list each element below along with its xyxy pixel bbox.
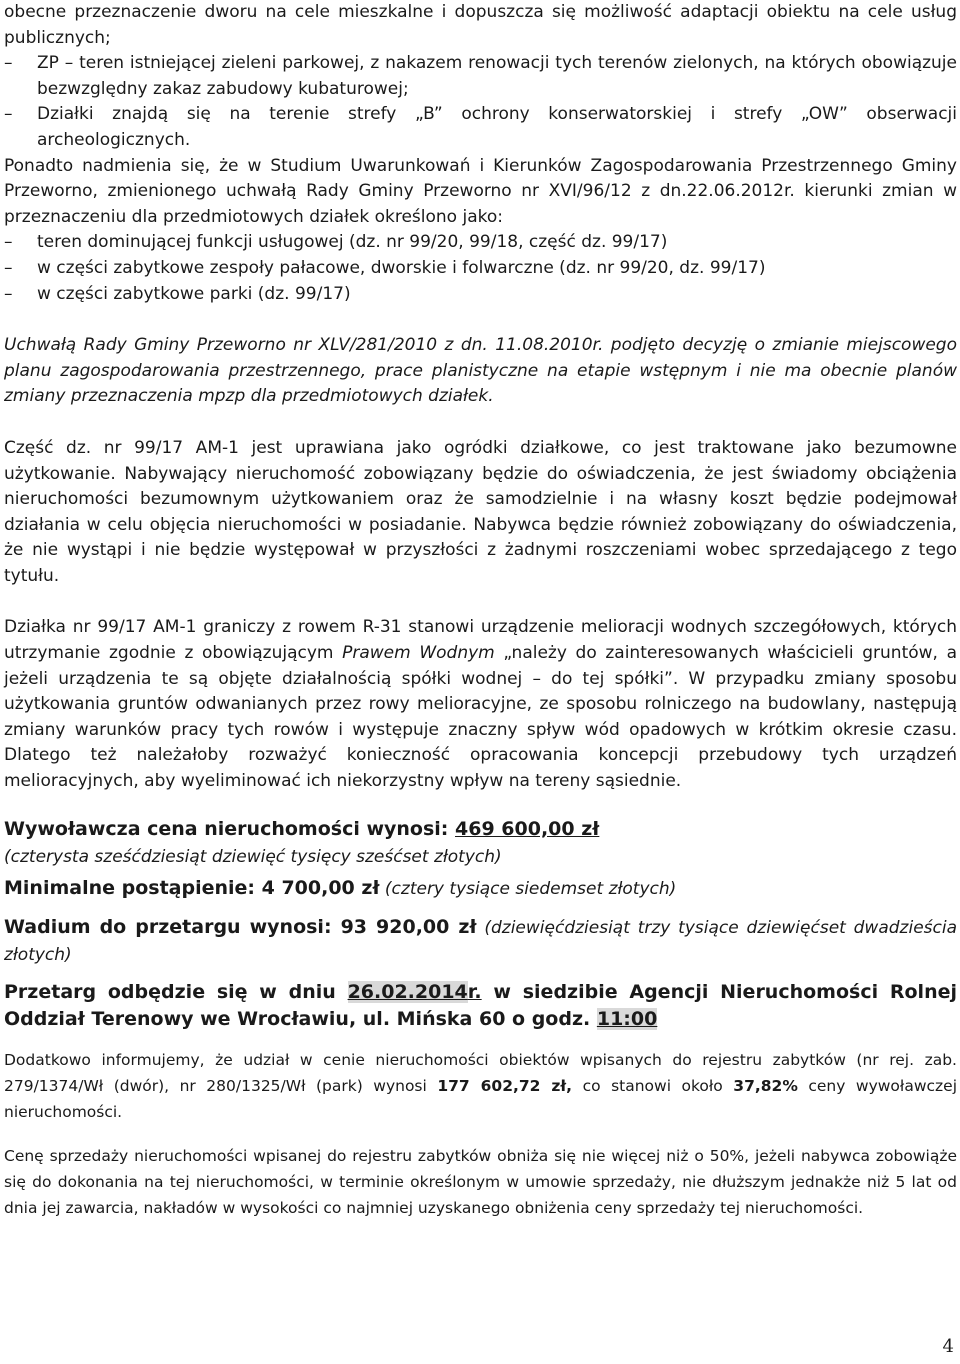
deposit-paragraph: Wadium do przetargu wynosi: 93 920,00 zł (dziewięćdziesiąt trzy tysiące dziewięćset dwadzieścia złotych) [4, 916, 957, 966]
dash-bullet: – [4, 104, 13, 125]
discount-paragraph: Cenę sprzedaży nieruchomości wpisanej do rejestru zabytków obniża się nie więcej niż o 50%, jeżeli nabywca zobowiąże się do dokonania na tej nieruchomości, w terminie określonym w umowie sprzedaży, nie dłuższym jednakże niż 5 lat od dnia jej zawarcia, nakładów w wysokości co najmniej uzyskanego obniżenia ceny sprzedaży tej nieruchomości. [4, 1147, 957, 1218]
list-item: – ZP – teren istniejącej zieleni parkowej, z nakazem renowacji tych terenów zielonych, na których obowiązuje bezwzględny zakaz zabudowy kubaturowej; [4, 53, 957, 99]
studium-paragraph: Ponadto nadmienia się, że w Studium Uwarunkowań i Kierunków Zagospodarowania Przestrzennego Gminy Przeworno, zmienionego uchwałą Rady Gminy Przeworno nr XVI/96/12 z dn.22.06.2012r. kierunki zmian w przeznaczeniu dla przedmiotowych działek określono jako: [4, 155, 957, 227]
minimum-bid: Minimalne postąpienie: 4 700,00 zł (cztery tysiące siedemset złotych) [4, 877, 677, 900]
price-block [4, 815, 957, 871]
dash-bullet: – [4, 53, 13, 74]
page-number: 4 [942, 1336, 954, 1357]
resolution-paragraph: Uchwałą Rady Gminy Przeworno nr XLV/281/2010 z dn. 11.08.2010r. podjęto decyzję o zmianie miejscowego planu zagospodarowania przestrzennego, prace planistyczne na etapie wstępnym i nie ma obecnie planów zmiany przeznaczenia mpzp dla przedmiotowych działek. [4, 335, 957, 407]
dash-bullet: – [4, 283, 13, 304]
dash-bullet: – [4, 257, 13, 278]
list-item: – teren dominującej funkcji usługowej (dz. nr 99/20, 99/18, część dz. 99/17) [4, 230, 957, 256]
auction-paragraph: Przetarg odbędzie się w dniu 26.02.2014r. w siedzibie Agencji Nieruchomości Rolnej Oddział Terenowy we Wrocławiu, ul. Mińska 60 o godz. 11:00 [4, 981, 957, 1031]
list-item: – Działki znajdą się na terenie strefy „B” ochrony konserwatorskiej i strefy „OW” obserwacji archeologicznych. [4, 104, 957, 150]
list-item: – w części zabytkowe parki (dz. 99/17) [4, 282, 957, 308]
starting-price: Wywoławcza cena nieruchomości wynosi: 469 600,00 zł [4, 817, 600, 840]
water-law-reference: Prawem Wodnym [342, 643, 495, 664]
dash-bullet: – [4, 232, 13, 253]
starting-price-value: 469 600,00 zł [455, 817, 600, 840]
usage-paragraph: Część dz. nr 99/17 AM-1 jest uprawiana jako ogródki działkowe, co jest traktowane jako bezumowne użytkowanie. Nabywający nieruchomość zobowiązany będzie do oświadczenia, że jest świadomy obciążenia nieruchomości bezumownym użytkowaniem oraz że samodzielnie i na własny koszt będzie podejmował działania w celu objęcia nieruchomości w posiadanie. Nabywca będzie również zobowiązany do oświadczenia, że nie wystąpi i nie będzie występował w przyszłości z żadnymi roszczeniami wobec sprzedającego z tego tytułu. [4, 437, 957, 586]
zone-list [4, 51, 957, 153]
auction-date: 26.02.2014 [347, 981, 468, 1004]
directions-list [4, 230, 957, 307]
minimum-bid-value: 4 700,00 zł [261, 877, 380, 900]
monument-share-note: Dodatkowo informujemy, że udział w cenie nieruchomości obiektów wpisanych do rejestru zabytków (nr rej. zab. 279/1374/Wł (dwór), nr 280/1325/Wł (park) wynosi 177 602,72 zł, co stanowi około 37,82% ceny wywoławczej nieruchomości. [4, 1051, 957, 1122]
drainage-paragraph: Działka nr 99/17 AM-1 graniczy z rowem R-31 stanowi urządzenie melioracji wodnych szczegółowych, których utrzymanie zgodnie z obowiązującym Prawem Wodnym „należy do zainteresowanych właścicieli gruntów, a jeżeli urządzenia te są objęte działalnością spółki wodnej – do tej spółki”. W przypadku zmiany sposobu użytkowania gruntów odwanianych przez rowy melioracyjne, ze sposobu rolniczego na budowlany, następują zmiany warunków pracy tych rowów i występuje znaczny spływ wód opadowych w krótkim okresie czasu. Dlatego też należałoby rozważyć konieczność opracowania koncepcji przebudowy tych urządzeń melioracyjnych, aby wyeliminować ich niekorzystny wpływ na tereny sąsiednie. [4, 617, 957, 792]
list-item: – w części zabytkowe zespoły pałacowe, dworskie i folwarczne (dz. nr 99/20, dz. 99/17) [4, 256, 957, 282]
intro-paragraph: obecne przeznaczenie dworu na cele mieszkalne i dopuszcza się możliwość adaptacji obiektu na cele usług publicznych; [4, 2, 957, 48]
starting-price-words: (czterysta sześćdziesiąt dziewięć tysięcy sześćset złotych) [4, 846, 502, 867]
auction-time: 11:00 [596, 1008, 658, 1031]
document-page [4, 0, 957, 1221]
